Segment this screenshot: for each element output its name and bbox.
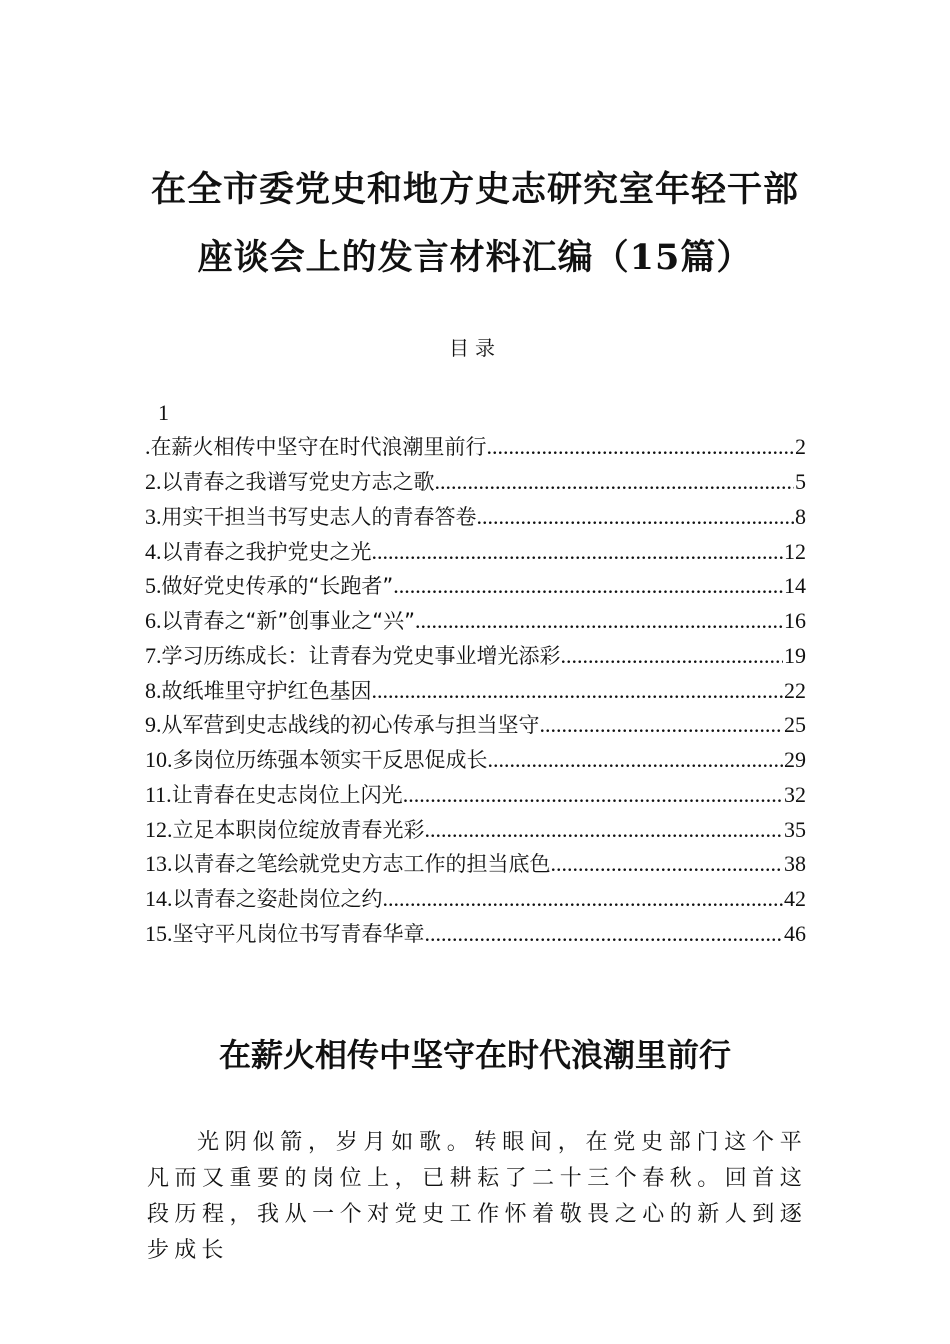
toc-leader-dots [551, 847, 784, 881]
toc-leader-dots [488, 743, 784, 777]
toc-entry-title: 让青春在史志岗位上闪光 [171, 782, 403, 807]
toc-entry-title: 坚守平凡岗位书写青春华章 [172, 921, 425, 946]
toc-entry-page: 19 [784, 642, 806, 668]
toc-leader-dots [372, 535, 784, 569]
toc-entry-number: 11. [145, 781, 172, 807]
toc-leader-dots [403, 778, 783, 812]
toc-entry-number: 14. [145, 886, 173, 912]
toc-entry-page: 25 [784, 712, 806, 738]
toc-entry-page: 5 [795, 469, 806, 495]
toc-entry-page: 38 [784, 851, 806, 877]
toc-entry-title: 用实干担当书写史志人的青春答卷 [161, 504, 477, 529]
toc-entry-title: 以青春之我护党史之光 [161, 539, 372, 564]
toc-entry-number: 13. [145, 851, 173, 877]
toc-stray-number: 1 [158, 400, 169, 425]
section-title: 在薪火相传中坚守在时代浪潮里前行 [218, 1036, 731, 1074]
toc-entry-title: 故纸堆里守护红色基因 [161, 678, 372, 703]
toc-entry-number: 4. [145, 538, 162, 564]
toc-entry[interactable] [145, 639, 806, 674]
toc-entry-page: 22 [784, 677, 806, 703]
toc-entry-page: 29 [784, 747, 806, 773]
toc-entry-page: 12 [784, 538, 806, 564]
toc-entry-number: 9. [145, 712, 162, 738]
toc-entry[interactable] [145, 812, 806, 847]
toc-heading: 目录 [449, 336, 501, 360]
toc-entry-page: 2 [795, 434, 806, 460]
toc-entry-page: 46 [784, 920, 806, 946]
toc-entry[interactable] [145, 534, 806, 569]
toc-leader-dots [477, 500, 795, 534]
toc-entry[interactable] [145, 673, 806, 708]
toc-leader-dots [372, 674, 784, 708]
toc-entry-number: 10. [145, 747, 173, 773]
toc-entry-page: 8 [795, 503, 806, 529]
toc-entry-number: 3. [145, 503, 162, 529]
toc-entry[interactable] [145, 847, 806, 882]
toc-leader-dots [393, 569, 783, 603]
toc-entry-title: 以青春之“新”创事业之“兴” [161, 609, 416, 634]
toc-entry[interactable] [145, 917, 806, 952]
toc-entry-number: 6. [145, 608, 162, 634]
toc-entry[interactable] [145, 430, 806, 465]
body-paragraph: 光阴似箭，岁月如歌。转眼间，在党史部门这个平凡而又重要的岗位上，已耕耘了二十三个春秋。回首这段历程，我从一个对党史工作怀着敬畏之心的新人到逐步成长 [147, 1130, 807, 1263]
toc-entry-number: 2. [145, 469, 162, 495]
toc-entry-number: 15. [145, 920, 173, 946]
toc-leader-dots [425, 813, 784, 847]
toc-entry-page: 42 [784, 886, 806, 912]
toc-entry[interactable] [145, 465, 806, 500]
document-title-line-1: 在全市委党史和地方史志研究室年轻干部 [150, 169, 799, 210]
toc-leader-dots [383, 882, 784, 916]
toc-entry-title: 在薪火相传中坚守在时代浪潮里前行 [150, 435, 487, 460]
toc-entry-number: 8. [145, 677, 162, 703]
toc-entry[interactable] [145, 500, 806, 535]
toc-entry-title: 学习历练成长：让青春为党史事业增光添彩 [161, 643, 561, 668]
toc-entry-number: 5. [145, 573, 162, 599]
toc-leader-dots [487, 430, 795, 464]
toc-entry-page: 14 [784, 573, 806, 599]
toc-entry-title: 以青春之笔绘就党史方志工作的担当底色 [172, 852, 551, 877]
table-of-contents [145, 430, 806, 951]
toc-entry[interactable] [145, 569, 806, 604]
toc-leader-dots [435, 465, 795, 499]
toc-leader-dots [561, 639, 784, 673]
toc-entry[interactable] [145, 604, 806, 639]
toc-entry-title: 以青春之姿赴岗位之约 [172, 887, 383, 912]
toc-entry[interactable] [145, 708, 806, 743]
toc-entry-page: 35 [784, 816, 806, 842]
toc-entry-number: 12. [145, 816, 173, 842]
toc-leader-dots [415, 604, 783, 638]
toc-entry-number: . [145, 434, 151, 460]
toc-entry-number: 7. [145, 642, 162, 668]
document-title-line-2: 座谈会上的发言材料汇编（15篇） [197, 237, 753, 278]
toc-entry-title: 立足本职岗位绽放青春光彩 [172, 817, 425, 842]
toc-entry[interactable] [145, 743, 806, 778]
toc-entry-title: 做好党史传承的“长跑者” [161, 574, 394, 599]
toc-leader-dots [540, 708, 784, 742]
toc-leader-dots [425, 917, 784, 951]
toc-entry-page: 16 [784, 608, 806, 634]
toc-entry-title: 以青春之我谱写党史方志之歌 [161, 470, 435, 495]
toc-entry-title: 从军营到史志战线的初心传承与担当坚守 [161, 713, 540, 738]
toc-entry[interactable] [145, 882, 806, 917]
toc-entry-title: 多岗位历练强本领实干反思促成长 [172, 748, 488, 773]
toc-entry[interactable] [145, 778, 806, 813]
toc-entry-page: 32 [784, 781, 806, 807]
